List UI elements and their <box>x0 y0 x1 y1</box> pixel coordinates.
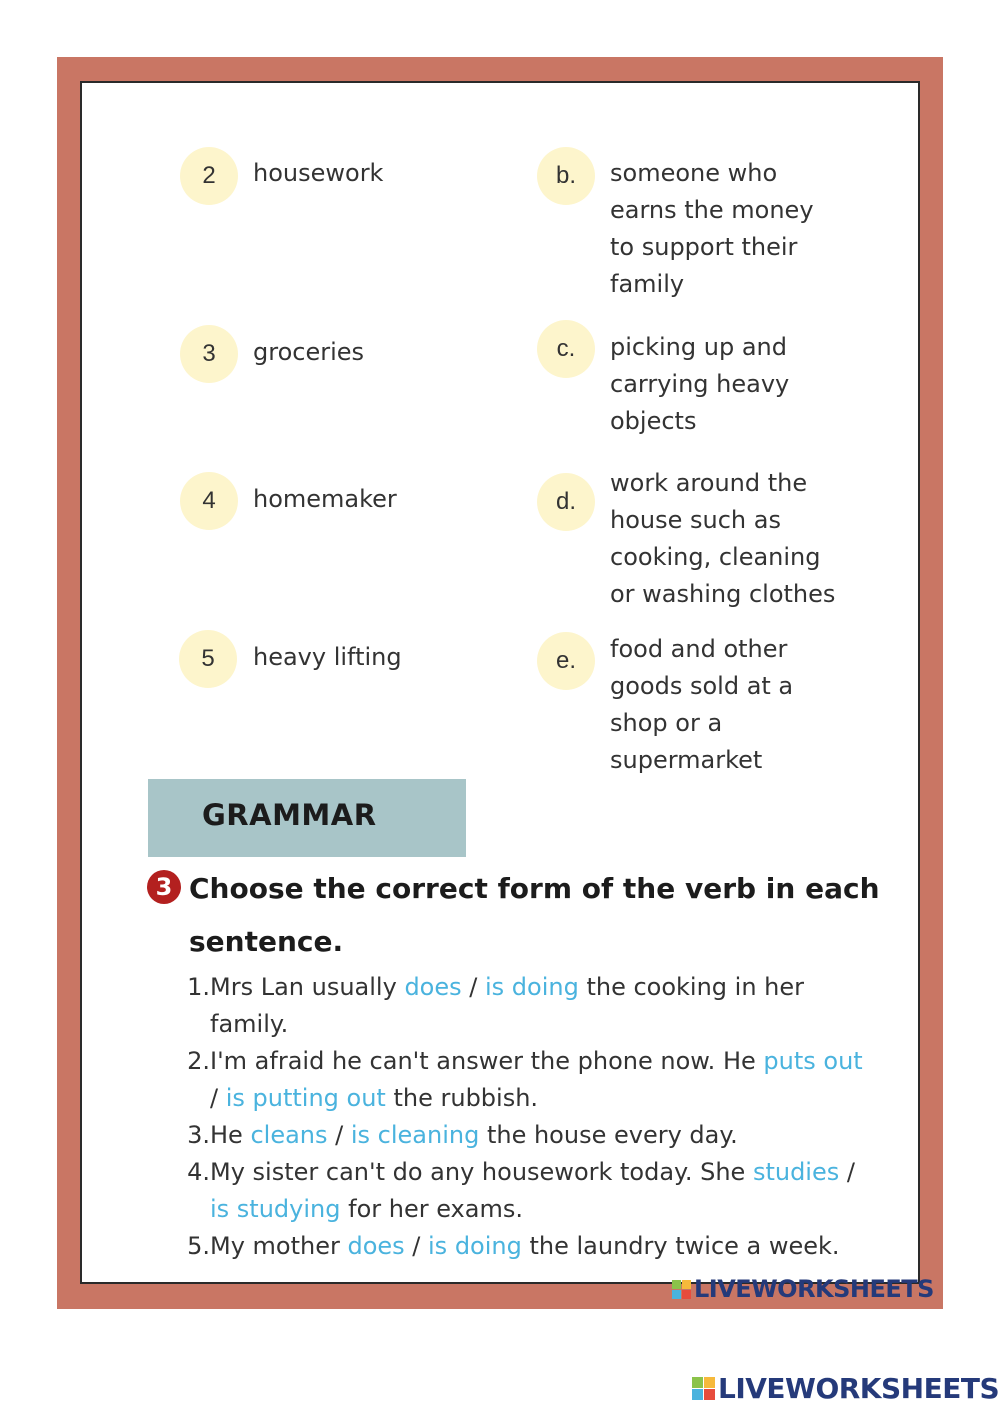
liveworksheets-watermark <box>672 1275 934 1303</box>
verb-option[interactable]: does <box>347 1232 405 1260</box>
list-item <box>178 1117 878 1154</box>
verb-option[interactable]: is doing <box>484 973 579 1001</box>
sentence-text: the rubbish. <box>385 1084 539 1112</box>
sentence-text: the house every day. <box>479 1121 738 1149</box>
vocab-definition: someone who earns the money to support their family <box>610 159 814 298</box>
letter-badge: c. <box>537 320 595 378</box>
sentence-text: the cooking in her family. <box>210 973 805 1038</box>
vocab-term: housework <box>253 159 384 187</box>
number-badge: 3 <box>180 325 238 383</box>
number-badge: 2 <box>180 147 238 205</box>
sentence-text: My mother <box>210 1232 348 1260</box>
separator: / <box>461 973 485 1001</box>
watermark-text: LIVEWORKSHEETS <box>718 1372 1000 1405</box>
list-item <box>178 1228 878 1265</box>
separator: / <box>210 1084 226 1112</box>
vocab-term: heavy lifting <box>253 643 402 671</box>
verb-option[interactable]: is studying <box>210 1195 341 1223</box>
sentence-text: for her exams. <box>340 1195 523 1223</box>
letter-badge: d. <box>537 473 595 531</box>
exercise-instruction: Choose the correct form of the verb in each sentence. <box>189 872 880 958</box>
vocab-term: homemaker <box>253 485 397 513</box>
verb-option[interactable]: is cleaning <box>350 1121 480 1149</box>
sentence-text: the laundry twice a week. <box>521 1232 840 1260</box>
list-item <box>178 1154 878 1228</box>
number-badge: 5 <box>179 630 237 688</box>
sentence-list <box>178 969 878 1265</box>
sentence-text: He <box>210 1121 251 1149</box>
list-item <box>178 969 878 1043</box>
separator: / <box>839 1158 855 1186</box>
sentence-number: 2. <box>187 1047 210 1075</box>
sentence-text: I'm afraid he can't answer the phone now. He <box>210 1047 764 1075</box>
sentence-number: 4. <box>187 1158 210 1186</box>
vocab-definition: picking up and carrying heavy objects <box>610 333 790 435</box>
exercise-number-badge: 3 <box>147 870 181 904</box>
verb-option[interactable]: studies <box>752 1158 840 1186</box>
vocab-definition: food and other goods sold at a shop or a supermarket <box>610 635 794 774</box>
separator: / <box>404 1232 429 1260</box>
verb-option[interactable]: is putting out <box>225 1084 386 1112</box>
liveworksheets-footer-logo[interactable] <box>692 1372 999 1405</box>
sentence-number: 5. <box>187 1232 210 1260</box>
liveworksheets-logo-icon <box>692 1377 715 1400</box>
letter-badge: b. <box>537 147 595 205</box>
list-item <box>178 1043 878 1117</box>
watermark-text: LIVEWORKSHEETS <box>694 1275 934 1303</box>
verb-option[interactable]: does <box>404 973 462 1001</box>
verb-option[interactable]: is doing <box>428 1232 522 1260</box>
verb-option[interactable]: puts out <box>763 1047 863 1075</box>
vocab-term: groceries <box>253 338 365 366</box>
sentence-number: 3. <box>187 1121 210 1149</box>
number-badge: 4 <box>180 472 238 530</box>
grammar-heading: GRAMMAR <box>202 798 377 832</box>
sentence-number: 1. <box>187 973 210 1001</box>
liveworksheets-logo-icon <box>672 1280 691 1299</box>
letter-badge: e. <box>537 632 595 690</box>
sentence-text: Mrs Lan usually <box>210 973 405 1001</box>
verb-option[interactable]: cleans <box>250 1121 328 1149</box>
separator: / <box>327 1121 351 1149</box>
sentence-text: My sister can't do any housework today. She <box>210 1158 753 1186</box>
vocab-definition: work around the house such as cooking, cleaning or washing clothes <box>610 469 836 608</box>
